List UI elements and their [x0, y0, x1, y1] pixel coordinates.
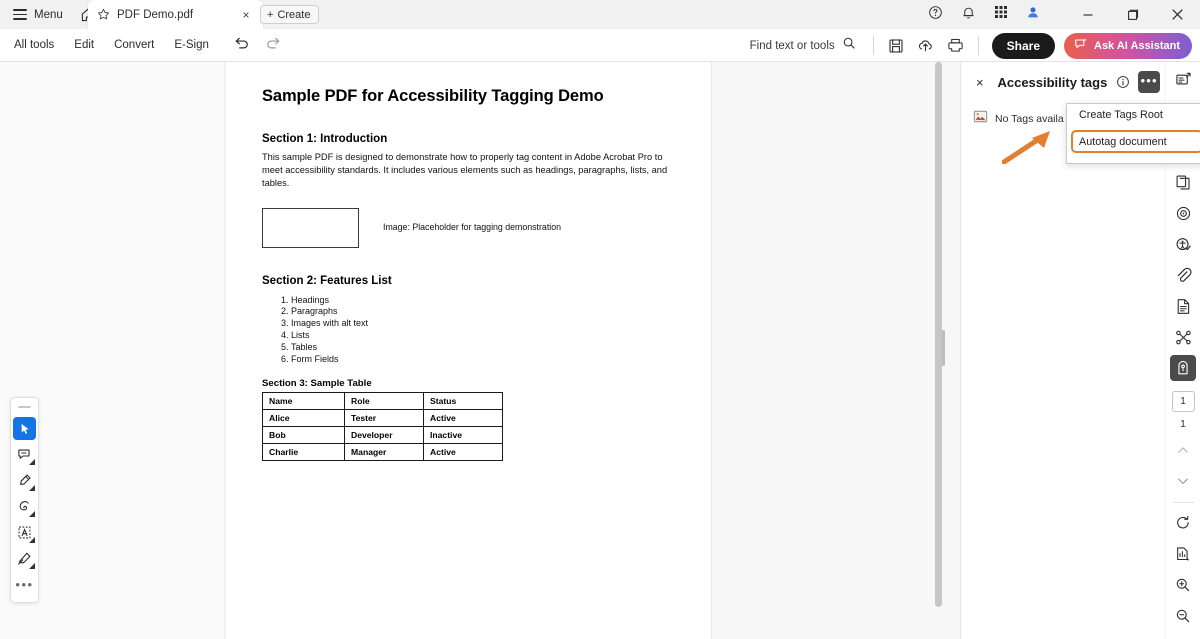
- convert-button[interactable]: Convert: [114, 39, 155, 51]
- list-item: 2. Paragraphs: [291, 306, 683, 318]
- save-icon[interactable]: [881, 29, 911, 62]
- table-header-cell: Status: [424, 393, 503, 410]
- create-label: Create: [277, 8, 311, 21]
- table-header-cell: Name: [263, 393, 345, 410]
- panel-options-button[interactable]: •••: [1138, 71, 1160, 93]
- close-panel-button[interactable]: ×: [975, 74, 984, 90]
- info-icon[interactable]: [1116, 75, 1130, 89]
- add-text-tool-button[interactable]: [13, 521, 36, 544]
- content-order-icon[interactable]: [1170, 324, 1196, 350]
- list-item: 6. Form Fields: [291, 354, 683, 366]
- chevron-down-icon: [29, 563, 35, 569]
- tab-title: PDF Demo.pdf: [117, 8, 194, 21]
- total-pages-label: 1: [1180, 419, 1186, 430]
- fit-page-button[interactable]: [1170, 541, 1196, 567]
- menu-item-create-tags-root[interactable]: Create Tags Root: [1079, 109, 1163, 121]
- chevron-down-icon: [29, 537, 35, 543]
- edit-button[interactable]: Edit: [74, 39, 95, 51]
- page-thumbnails-icon[interactable]: [1170, 169, 1196, 195]
- list-item: 3. Images with alt text: [291, 318, 683, 330]
- toolbar-divider-2: [978, 36, 979, 55]
- panel-options-menu: [1066, 103, 1200, 164]
- minimize-button[interactable]: [1065, 0, 1110, 29]
- erase-tool-button[interactable]: [13, 547, 36, 570]
- section1-heading: Section 1: Introduction: [262, 133, 388, 145]
- sample-table: [262, 392, 503, 461]
- select-tool-button[interactable]: [13, 417, 36, 440]
- redo-icon[interactable]: [265, 34, 282, 56]
- autotag-label: Autotag document: [1079, 135, 1167, 148]
- table-header-row: [263, 393, 503, 410]
- chevron-down-icon: [29, 485, 35, 491]
- highlight-tool-button[interactable]: [13, 469, 36, 492]
- undo-redo-group: [233, 34, 282, 56]
- zoom-out-button[interactable]: [1170, 603, 1196, 629]
- section3-heading: Section 3: Sample Table: [262, 378, 372, 390]
- image-caption: Image: Placeholder for tagging demonstration: [383, 221, 561, 232]
- find-input[interactable]: [740, 36, 866, 55]
- table-row: [263, 427, 503, 444]
- star-icon[interactable]: [97, 8, 110, 21]
- esign-button[interactable]: E-Sign: [174, 39, 209, 51]
- title-bar: [0, 0, 1200, 29]
- maximize-button[interactable]: [1110, 0, 1155, 29]
- ai-sparkle-icon: [1074, 37, 1088, 54]
- ellipsis-icon: •••: [15, 577, 34, 592]
- image-placeholder-row: [262, 208, 683, 248]
- share-button[interactable]: Share: [992, 33, 1055, 59]
- previous-page-button[interactable]: [1170, 437, 1196, 463]
- document-tab[interactable]: [88, 0, 263, 29]
- current-page-input[interactable]: 1: [1172, 391, 1195, 412]
- chevron-down-icon: [29, 511, 35, 517]
- pane-resize-handle[interactable]: [942, 330, 945, 366]
- table-row: [263, 410, 503, 427]
- all-tools-button[interactable]: All tools: [14, 39, 55, 51]
- upload-cloud-icon[interactable]: [911, 29, 941, 62]
- ai-label: Ask AI Assistant: [1094, 39, 1180, 52]
- search-icon[interactable]: [842, 36, 856, 55]
- bookmarks-icon[interactable]: [1170, 200, 1196, 226]
- table-cell: Alice: [263, 410, 345, 427]
- panel-title: Accessibility tags: [997, 74, 1108, 90]
- close-window-button[interactable]: [1155, 0, 1200, 29]
- find-placeholder: Find text or tools: [749, 39, 835, 52]
- menu-item-autotag-document[interactable]: [1071, 130, 1200, 153]
- close-tab-button[interactable]: ×: [242, 7, 250, 22]
- help-icon[interactable]: [928, 5, 943, 25]
- list-item: 5. Tables: [291, 342, 683, 354]
- create-button[interactable]: [260, 5, 319, 24]
- pdf-page: [226, 62, 711, 639]
- toolbar-divider-1: [873, 36, 874, 55]
- table-cell: Active: [424, 444, 503, 461]
- annotation-toolbar: [10, 397, 39, 603]
- titlebar-icon-group: [928, 0, 1040, 29]
- list-item: 4. Lists: [291, 330, 683, 342]
- document-view[interactable]: [226, 62, 949, 639]
- panel-header: [961, 62, 1165, 102]
- features-list: [262, 295, 683, 366]
- print-icon[interactable]: [941, 29, 971, 62]
- apps-grid-icon[interactable]: [994, 5, 1008, 24]
- accessibility-check-icon[interactable]: [1170, 231, 1196, 257]
- window-controls: [1065, 0, 1200, 29]
- chevron-down-icon: [29, 459, 35, 465]
- toolbar-right-group: [740, 29, 1192, 62]
- attachments-paperclip-icon[interactable]: [1170, 262, 1196, 288]
- more-tools-button[interactable]: [13, 573, 36, 596]
- section2-heading: Section 2: Features List: [262, 274, 392, 287]
- table-cell: Inactive: [424, 427, 503, 444]
- tool-bar: [0, 29, 1200, 62]
- ask-ai-assistant-button[interactable]: [1064, 33, 1192, 59]
- undo-icon[interactable]: [233, 34, 250, 56]
- comment-tool-button[interactable]: [13, 443, 36, 466]
- list-item: 1. Headings: [291, 295, 683, 307]
- document-properties-icon[interactable]: [1170, 293, 1196, 319]
- table-cell: Tester: [345, 410, 424, 427]
- hamburger-icon: [13, 9, 27, 20]
- table-cell: Developer: [345, 427, 424, 444]
- tag-document-icon: [973, 109, 988, 129]
- notifications-bell-icon[interactable]: [961, 5, 976, 25]
- user-avatar-icon[interactable]: [1026, 5, 1040, 24]
- rotate-page-button[interactable]: [1170, 510, 1196, 536]
- menu-label: Menu: [34, 8, 63, 21]
- table-cell: Charlie: [263, 444, 345, 461]
- next-page-button[interactable]: [1170, 468, 1196, 494]
- table-cell: Active: [424, 410, 503, 427]
- image-placeholder: [262, 208, 359, 248]
- toolbar-drag-handle[interactable]: [18, 406, 31, 408]
- section1-paragraph: This sample PDF is designed to demonstrate how to properly tag content in Adobe Acrobat Pro to meet accessibility standards. It includes various elements such as headings, paragraphs, lists, and tables.: [262, 152, 668, 189]
- rail-divider: [1173, 502, 1194, 503]
- main-menu-button[interactable]: [9, 0, 67, 29]
- draw-tool-button[interactable]: [13, 495, 36, 518]
- table-header-cell: Role: [345, 393, 424, 410]
- table-cell: Bob: [263, 427, 345, 444]
- zoom-in-button[interactable]: [1170, 572, 1196, 598]
- fill-and-sign-icon[interactable]: [1170, 67, 1196, 93]
- no-tags-label: No Tags availa: [995, 113, 1064, 125]
- annotation-arrow-icon: [1002, 126, 1064, 164]
- table-cell: Manager: [345, 444, 424, 461]
- plus-icon: +: [267, 8, 274, 21]
- table-row: [263, 444, 503, 461]
- accessibility-tags-icon[interactable]: [1170, 355, 1196, 381]
- scrollbar-thumb[interactable]: [935, 62, 942, 607]
- document-title: Sample PDF for Accessibility Tagging Demo: [262, 87, 604, 105]
